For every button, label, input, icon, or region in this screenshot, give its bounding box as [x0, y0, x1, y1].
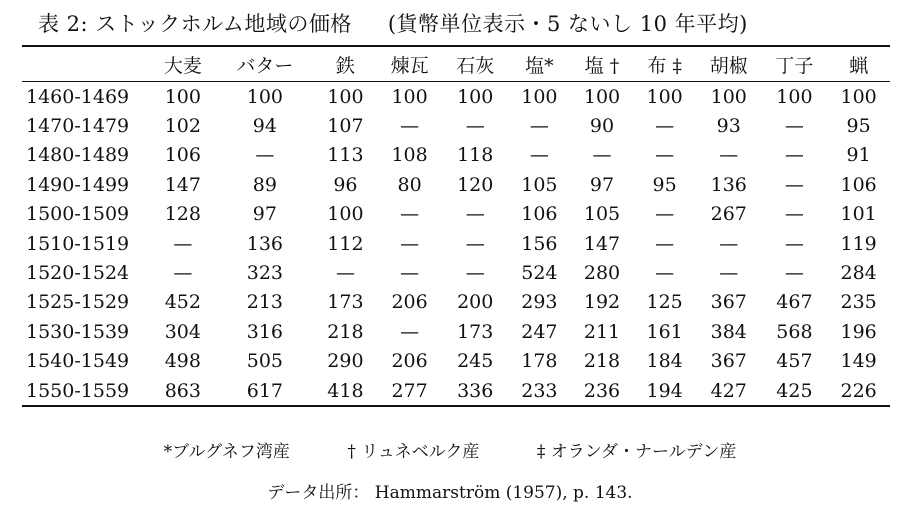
price-cell: 100 — [710, 85, 747, 108]
price-cell: 336 — [457, 379, 494, 402]
price-cell: 568 — [776, 320, 813, 343]
price-cell: 457 — [776, 350, 813, 373]
header-cell: 布 ‡ — [647, 54, 682, 77]
price-cell: 100 — [457, 85, 494, 108]
period-cell: 1500-1509 — [26, 203, 130, 226]
price-cell: 498 — [164, 350, 201, 373]
price-cell: — — [655, 232, 675, 255]
table-row — [22, 347, 890, 376]
price-cell: 120 — [457, 173, 494, 196]
footnote-3: ‡ オランダ・ナールデン産 — [536, 442, 737, 462]
price-cell: 101 — [840, 203, 877, 226]
footnote-2: † リュネベルク産 — [347, 442, 480, 462]
price-cell: 173 — [457, 320, 494, 343]
table-row — [22, 141, 890, 170]
table-row — [22, 288, 890, 317]
price-cell: 100 — [776, 85, 813, 108]
price-cell: 96 — [333, 173, 358, 196]
period-cell: 1530-1539 — [26, 320, 130, 343]
price-cell: — — [719, 262, 739, 285]
table-row — [22, 229, 890, 258]
price-cell: 95 — [846, 115, 871, 138]
table-header — [22, 46, 890, 82]
price-cell: 200 — [457, 291, 494, 314]
price-cell: 218 — [583, 350, 621, 373]
table-row — [22, 317, 890, 346]
table-row — [22, 82, 890, 112]
header-cell: 煉瓦 — [390, 54, 429, 77]
price-cell: 226 — [840, 379, 877, 402]
price-cell: 100 — [327, 203, 364, 226]
table-row — [22, 170, 890, 199]
table-row — [22, 376, 890, 406]
price-cell: — — [655, 144, 675, 167]
price-cell: — — [173, 232, 193, 255]
price-cell: 136 — [710, 173, 747, 196]
price-cell: — — [655, 203, 675, 226]
price-cell: 418 — [327, 379, 364, 402]
price-cell: 105 — [521, 173, 558, 196]
price-cell: 211 — [583, 320, 621, 343]
price-cell: 161 — [646, 320, 683, 343]
price-cell: 156 — [521, 232, 558, 255]
price-cell: — — [400, 203, 420, 226]
footnote-1: *ブルグネフ湾産 — [163, 442, 290, 462]
header-cell: バター — [236, 54, 294, 77]
price-cell: 617 — [246, 379, 284, 402]
price-cell: 206 — [391, 291, 428, 314]
price-cell: — — [784, 144, 804, 167]
price-cell: 128 — [164, 203, 201, 226]
source-citation: データ出所： Hammarström (1957), p. 143. — [267, 483, 633, 503]
caption-label: 表 2: ストックホルム地域の価格 — [38, 12, 352, 36]
price-cell: 100 — [840, 85, 877, 108]
table-row — [22, 200, 890, 229]
period-cell: 1510-1519 — [26, 232, 130, 255]
price-cell: 147 — [164, 173, 201, 196]
price-cell: 236 — [583, 379, 621, 402]
price-cell: 106 — [164, 144, 201, 167]
header-cell: 塩 † — [584, 54, 620, 77]
price-cell: 106 — [521, 203, 558, 226]
price-cell: 280 — [583, 262, 621, 285]
footnotes — [0, 437, 900, 462]
price-cell: 384 — [710, 320, 747, 343]
price-cell: — — [655, 262, 675, 285]
period-cell: 1480-1489 — [26, 144, 130, 167]
price-cell: 505 — [246, 350, 284, 373]
price-cell: 267 — [710, 203, 747, 226]
price-cell: 206 — [391, 350, 428, 373]
price-cell: 100 — [246, 85, 284, 108]
price-cell: 213 — [246, 291, 284, 314]
price-cell: 304 — [164, 320, 201, 343]
period-cell: 1550-1559 — [26, 379, 130, 402]
price-cell: 173 — [327, 291, 364, 314]
price-cell: — — [465, 203, 485, 226]
price-cell: 95 — [652, 173, 677, 196]
price-cell: 91 — [846, 144, 871, 167]
price-cell: 112 — [327, 232, 364, 255]
price-cell: 184 — [646, 350, 683, 373]
price-cell: 108 — [391, 144, 428, 167]
price-cell: — — [173, 262, 193, 285]
caption-note: (貨幣単位表示・5 ないし 10 年平均) — [387, 12, 748, 36]
price-cell: 467 — [776, 291, 813, 314]
header-row — [22, 46, 890, 82]
price-cell: 194 — [646, 379, 683, 402]
price-cell: 97 — [589, 173, 615, 196]
price-cell: 316 — [246, 320, 284, 343]
price-cell: 235 — [840, 291, 877, 314]
price-cell: 102 — [164, 115, 201, 138]
period-cell: 1520-1524 — [26, 262, 130, 285]
price-cell: 119 — [840, 232, 877, 255]
price-cell: — — [719, 232, 739, 255]
price-cell: 105 — [583, 203, 621, 226]
price-cell: 107 — [327, 115, 364, 138]
price-cell: 100 — [583, 85, 621, 108]
period-cell: 1490-1499 — [26, 173, 130, 196]
price-cell: 323 — [246, 262, 284, 285]
header-cell: 大麦 — [163, 54, 202, 77]
period-cell: 1540-1549 — [26, 350, 130, 373]
price-table — [22, 45, 890, 407]
price-cell: 118 — [457, 144, 494, 167]
price-cell: 100 — [164, 85, 201, 108]
period-cell: 1525-1529 — [26, 291, 130, 314]
price-cell: 452 — [164, 291, 201, 314]
price-cell: — — [784, 115, 804, 138]
price-cell: — — [655, 115, 675, 138]
price-cell: 245 — [457, 350, 494, 373]
price-cell: 147 — [583, 232, 621, 255]
price-cell: 100 — [646, 85, 683, 108]
price-cell: — — [784, 262, 804, 285]
price-cell: — — [400, 115, 420, 138]
price-cell: 293 — [521, 291, 558, 314]
price-cell: 863 — [164, 379, 201, 402]
price-cell: 425 — [776, 379, 813, 402]
price-cell: 100 — [327, 85, 364, 108]
header-cell: 塩* — [525, 54, 554, 77]
table-body — [22, 82, 890, 407]
price-cell: — — [784, 232, 804, 255]
price-cell: 100 — [391, 85, 428, 108]
price-cell: 367 — [710, 350, 747, 373]
price-cell: 178 — [521, 350, 558, 373]
table-caption — [38, 8, 748, 38]
price-cell: — — [465, 232, 485, 255]
table-row — [22, 111, 890, 140]
price-cell: — — [784, 203, 804, 226]
price-cell: 136 — [246, 232, 284, 255]
price-cell: — — [465, 262, 485, 285]
price-cell: — — [784, 173, 804, 196]
price-cell: 125 — [646, 291, 683, 314]
price-cell: 427 — [710, 379, 747, 402]
price-cell: — — [255, 144, 275, 167]
price-cell: — — [400, 232, 420, 255]
price-cell: — — [529, 115, 549, 138]
price-cell: 196 — [840, 320, 877, 343]
price-cell: — — [400, 262, 420, 285]
header-cell: 丁子 — [775, 54, 814, 77]
price-cell: 277 — [391, 379, 428, 402]
price-cell: 284 — [840, 262, 877, 285]
price-cell: 247 — [521, 320, 558, 343]
price-cell: 94 — [252, 115, 277, 138]
header-cell: 石灰 — [456, 54, 495, 77]
price-cell: 149 — [840, 350, 877, 373]
price-cell: — — [592, 144, 612, 167]
price-cell: 218 — [327, 320, 364, 343]
price-cell: 100 — [521, 85, 558, 108]
price-cell: 524 — [521, 262, 558, 285]
price-cell: — — [465, 115, 485, 138]
price-cell: 233 — [521, 379, 558, 402]
header-cell: 鉄 — [335, 54, 355, 77]
price-cell: 93 — [716, 115, 741, 138]
price-cell: 106 — [840, 173, 877, 196]
header-period — [22, 46, 150, 82]
price-cell: 97 — [252, 203, 277, 226]
price-cell: — — [400, 320, 420, 343]
period-cell: 1470-1479 — [26, 115, 130, 138]
price-cell: — — [529, 144, 549, 167]
price-cell: 90 — [589, 115, 615, 138]
price-cell: — — [719, 144, 739, 167]
header-cell: 胡椒 — [709, 54, 748, 77]
price-cell: 290 — [327, 350, 364, 373]
price-cell: 367 — [710, 291, 747, 314]
price-cell: 89 — [252, 173, 277, 196]
period-cell: 1460-1469 — [26, 85, 130, 108]
price-cell: 80 — [397, 173, 422, 196]
price-cell: — — [335, 262, 355, 285]
table-row — [22, 258, 890, 287]
price-cell: 113 — [327, 144, 364, 167]
header-cell: 蝋 — [849, 54, 869, 77]
price-cell: 192 — [583, 291, 621, 314]
